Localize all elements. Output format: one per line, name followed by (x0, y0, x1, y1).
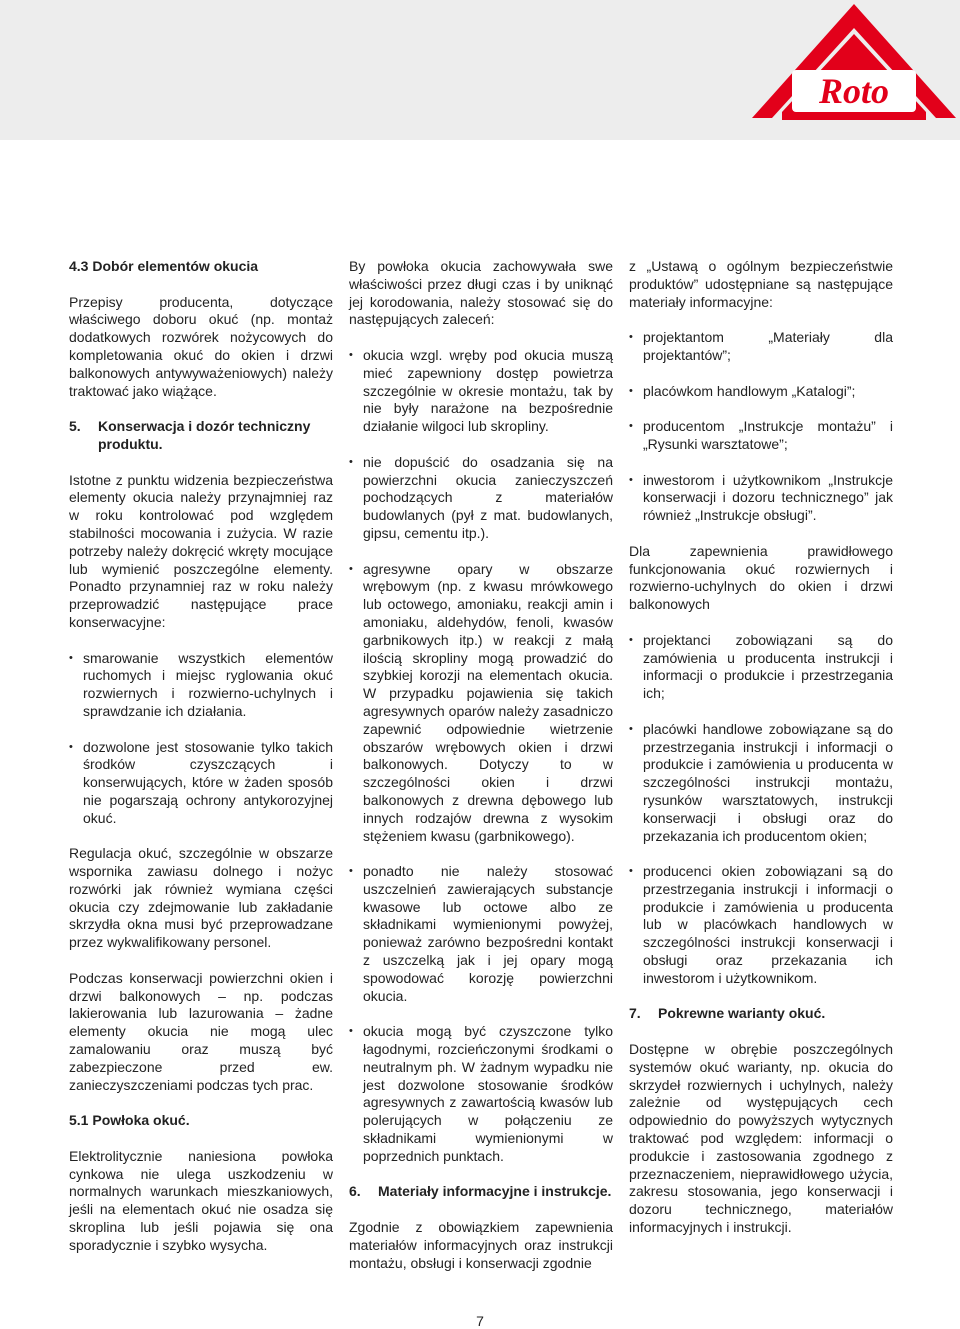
list-item: • inwestorom i użytkownikom „Instrukcje konserwacji i dozoru technicznego” jak również „Instrukcje obsługi”. (629, 472, 893, 525)
list-item: • producenci okien zobowiązani są do przestrzegania instrukcji i informacji o produkcie i zamówienia u producenta lub w placówkach handlowych w szczególności instrukcji konserwacji i obsługi oraz przekazania ich inwestorom i użytkownikom. (629, 863, 893, 988)
list-item: • dozwolone jest stosowanie tylko takich środków czyszczących i konserwujących, które w żaden sposób nie pogarszają ochrony antykorozyjnej okuć. (69, 739, 333, 828)
section-5-1-paragraph: Elektrolitycznie naniesiona powłoka cynkowa nie ulega uszkodzeniu w normalnych warunkach mieszkaniowych, jeśli na elementach okuć nie osadza się skroplina lub jeśli pojawia się ona sporadycznie i szybko wysycha. (69, 1147, 333, 1253)
list-item: • okucia wzgl. wręby pod okucia muszą mieć zapewniony dostęp powietrza szczególnie w okresie montażu, tak by nie były narażone na bezpośrednie działanie wilgoci lub skropliny. (349, 347, 613, 436)
list-item: • agresywne opary w obszarze wrębowym (np. z kwasu mrówkowego lub octowego, amoniaku, reakcji amin i amoniaku, aldehydów, fenoli, kwasów garbnikowych itp.) w reakcji z małą ilością skropliny mogą prowadzić do szybkiej korozji na elementach okucia. W przypadku pojawienia się takich agresywnych oparów należy zasadniczo zapewnić odpowiednie wietrzenie obszarów wrębowych okien i drzwi balkonowych. Dotyczy to w szczególności okien i drzwi balkonowych z drewna dębowego lub innych rodzajów drewna z wysokim stężeniem kwasu (garbnikowego). (349, 561, 613, 846)
section-6-paragraph: Zgodnie z obowiązkiem zapewnienia materiałów informacyjnych oraz instrukcji montażu, obsługi i konserwacji zgodnie (349, 1219, 613, 1271)
section-7-number: 7. (629, 1005, 641, 1022)
section-6-heading (349, 1183, 613, 1201)
list-item: • smarowanie wszystkich elementów ruchomych i miejsc ryglowania okuć rozwiernych i rozwierno-uchylnych i sprawdzanie ich działania. (69, 650, 333, 721)
column-3 (629, 258, 893, 1255)
page-number: 7 (476, 1313, 484, 1329)
functioning-paragraph: Dla zapewnienia prawidłowego funkcjonowania okuć rozwiernych i rozwierno-uchylnych do okien i drzwi balkonowych (629, 542, 893, 613)
section-5-paragraph: Istotne z punktu widzenia bezpieczeństwa elementy okucia należy przynajmniej raz w roku kontrolować pod względem stabilności mocowania i zużycia. W razie potrzeby należy dokręcić wkręty mocujące lub wymienić poszczególne elementy. Ponadto przynamniej raz w roku należy przeprowadzić następujące prace konserwacyjne: (69, 471, 333, 630)
section-5-number: 5. (69, 418, 81, 435)
surface-maintenance-paragraph: Podczas konserwacji powierzchni okien i drzwi balkonowych – np. podczas lakierowania lub lazurowania – żadne elementy okucia nie mogą ulec zamalowaniu oraz muszą być zabezpieczone przed ew. zanieczyszczeniami podczas tych prac. (69, 969, 333, 1093)
regulation-paragraph: Regulacja okuć, szczególnie w obszarze wspornika zawiasu dolnego i nożyc rozwórki jak również wymiana części okucia czy zdejmowanie lub zakładanie skrzydła okna musi być przeprowadzane przez wykwalifikowany personel. (69, 845, 333, 951)
list-item: • projektantom „Materiały dla projektantów”; (629, 329, 893, 365)
section-7-title: Pokrewne warianty okuć. (658, 1005, 826, 1022)
section-4-3-paragraph: Przepisy producenta, dotyczące właściwego doboru okuć (np. montaż dodatkowych rozwórek nożycowych do kompletowania okuć do okien i drzwi balkonowych antywyważeniowych) należy traktować jako wiążące. (69, 293, 333, 399)
coating-intro-paragraph: By powłoka okucia zachowywała swe właściwości przez długi czas i by uniknąć jej korodowania, należy stosować się do następujących zaleceń: (349, 258, 613, 328)
roto-logo (748, 0, 960, 128)
section-6-number: 6. (349, 1183, 361, 1200)
roto-logo-wordmark: Roto (818, 71, 890, 111)
section-7-heading (629, 1005, 893, 1023)
coating-bullet-list (349, 347, 613, 1166)
list-item: • placówki handlowe zobowiązane są do przestrzegania instrukcji i informacji o produkcie i zamówienia u producenta w szczególności instrukcji montażu, rysunków warsztatowych, instrukcji konserwacji i obsługi oraz do przekazania ich producentom okien; (629, 721, 893, 846)
section-5-1-heading: 5.1 Powłoka okuć. (69, 1112, 190, 1129)
section-5-heading (69, 418, 333, 454)
list-item: • ponadto nie należy stosować uszczelnień zawierających substancje kwasowe lub octowe albo ze składnikami wymienionymi powyżej, ponieważ zarówno bezpośredni kontakt z uszczelką jak i jej opary mogą spowodować korozję powierzchni okucia. (349, 863, 613, 1005)
list-item: • placówkom handlowym „Katalogi”; (629, 383, 893, 401)
list-item: • nie dopuścić do osadzania się na powierzchni okucia zanieczyszczeń pochodzących z materiałów budowlanych (pył z mat. budowlanych, gipsu, cementu itp.). (349, 454, 613, 543)
section-4-3-heading: 4.3 Dobór elementów okucia (69, 258, 259, 274)
list-item: • okucia mogą być czyszczone tylko łagodnymi, rozcieńczonymi środkami o neutralnym ph. W żadnym wypadku nie jest dozwolone stosowanie środków agresywnych z zawartością kwasów lub polerujących w połączeniu ze składnikami wymienionymi w poprzednich punktach. (349, 1023, 613, 1165)
list-item: • producentom „Instrukcje montażu” i „Rysunki warsztatowe”; (629, 418, 893, 454)
section-6-title: Materiały informacyjne i instrukcje. (378, 1183, 612, 1200)
section-7-paragraph: Dostępne w obrębie poszczególnych systemów okuć warianty, np. okucia do skrzydeł rozwiernych i uchylnych, należy zależnie od występujących cech odpowiednio do powyższych wytycznych traktować pod względem: informacji o produkcie i zastosowania zgodnego z przeznaczeniem, nieprawidłowego użycia, zakresu stosowania, jego konserwacji i dozoru technicznego, materiałów informacyjnych i instrukcji. (629, 1041, 893, 1236)
materials-intro-paragraph: z „Ustawą o ogólnym bezpieczeństwie produktów” udostępniane są następujące materiały informacyjne: (629, 258, 893, 310)
list-item: • projektanci zobowiązani są do zamówienia u producenta instrukcji i informacji o produkcie i przestrzegania ich; (629, 632, 893, 703)
obligations-bullet-list (629, 632, 893, 988)
materials-bullet-list (629, 329, 893, 525)
column-2 (349, 258, 613, 1290)
column-1 (69, 258, 333, 1272)
section-5-bullet-list (69, 650, 333, 828)
section-5-title: Konserwacja i dozór techniczny produktu. (98, 418, 311, 452)
